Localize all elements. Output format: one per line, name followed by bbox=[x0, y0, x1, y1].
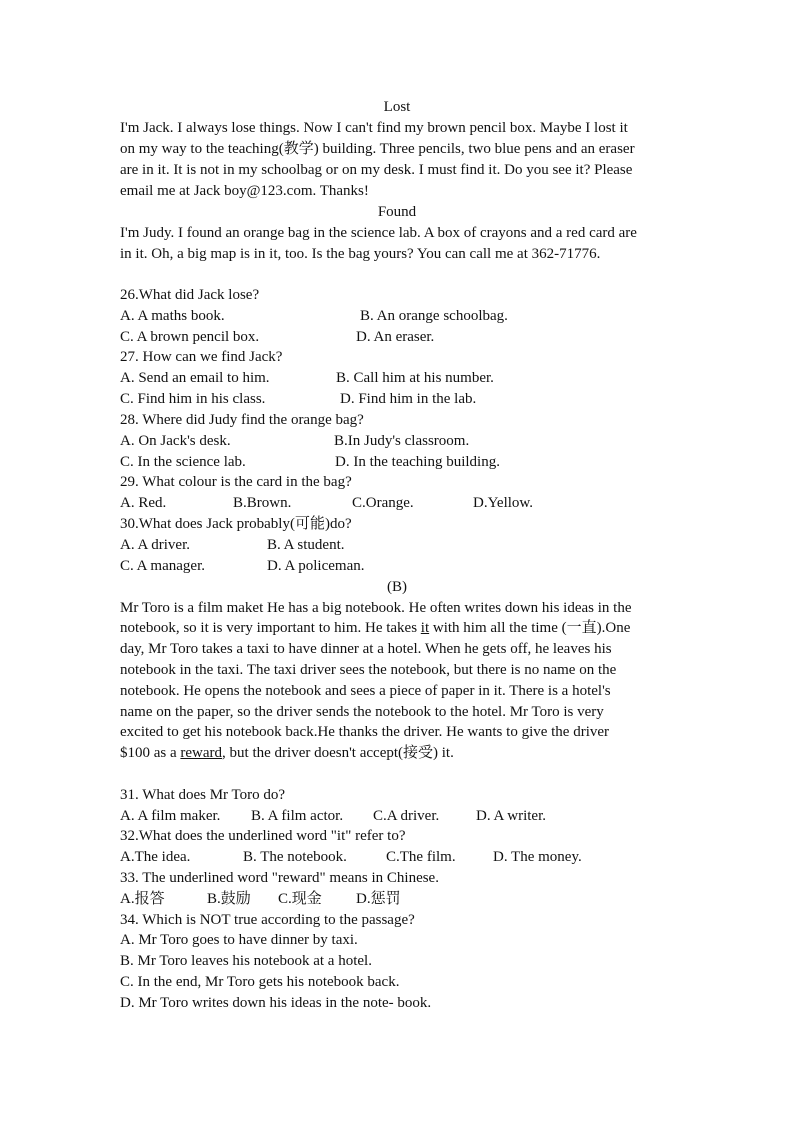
option: A. Red. bbox=[120, 495, 167, 511]
passage-text: with him all the time (一直).One bbox=[429, 620, 631, 636]
question-stem: 28. Where did Judy find the orange bag? bbox=[120, 412, 364, 428]
section-label: (B) bbox=[387, 579, 407, 595]
option: A. On Jack's desk. bbox=[120, 433, 231, 449]
option: C. A manager. bbox=[120, 558, 205, 574]
underlined-word-reward: reward bbox=[180, 745, 223, 761]
option: A.报答 bbox=[120, 891, 165, 907]
underlined-word-it: it bbox=[420, 620, 430, 636]
option: D. A writer. bbox=[476, 808, 546, 824]
option: D.惩罚 bbox=[356, 891, 401, 907]
option: C. Find him in his class. bbox=[120, 391, 266, 407]
option: B.In Judy's classroom. bbox=[334, 433, 470, 449]
question-stem: 29. What colour is the card in the bag? bbox=[120, 474, 352, 490]
option: A. A driver. bbox=[120, 537, 190, 553]
option: D. Find him in the lab. bbox=[340, 391, 477, 407]
question-stem: 31. What does Mr Toro do? bbox=[120, 787, 286, 803]
option: A. Send an email to him. bbox=[120, 370, 270, 386]
lost-line: email me at Jack boy@123.com. Thanks! bbox=[120, 183, 369, 199]
found-line: I'm Judy. I found an orange bag in the science lab. A box of crayons and a red card are bbox=[120, 225, 637, 241]
option: B. The notebook. bbox=[243, 849, 347, 865]
option: C. In the science lab. bbox=[120, 454, 246, 470]
passage-b-line bbox=[120, 618, 630, 638]
found-title: Found bbox=[377, 204, 417, 220]
option: D. In the teaching building. bbox=[335, 454, 500, 470]
question-stem: 33. The underlined word "reward" means in Chinese. bbox=[120, 870, 439, 886]
option: B. Mr Toro leaves his notebook at a hotel. bbox=[120, 953, 372, 969]
passage-text: notebook, so it is very important to him. He takes bbox=[120, 620, 421, 636]
option: A. A maths book. bbox=[120, 308, 225, 324]
option: B.鼓励 bbox=[207, 891, 251, 907]
option: C. In the end, Mr Toro gets his notebook back. bbox=[120, 974, 400, 990]
option: C.Orange. bbox=[352, 495, 414, 511]
passage-b-line: day, Mr Toro takes a taxi to have dinner at a hotel. When he gets off, he leaves his bbox=[120, 641, 612, 657]
option: B. A student. bbox=[267, 537, 345, 553]
passage-b-line: name on the paper, so the driver sends the notebook to the hotel. Mr Toro is very bbox=[120, 704, 604, 720]
passage-text: , but the driver doesn't accept(接受) it. bbox=[222, 745, 454, 761]
option: C. A brown pencil box. bbox=[120, 329, 260, 345]
option: D. Mr Toro writes down his ideas in the note- book. bbox=[120, 995, 432, 1011]
option: C.现金 bbox=[278, 891, 322, 907]
option: C.A driver. bbox=[373, 808, 440, 824]
question-stem: 30.What does Jack probably(可能)do? bbox=[120, 516, 352, 532]
lost-line: I'm Jack. I always lose things. Now I can't find my brown pencil box. Maybe I lost it bbox=[120, 120, 628, 136]
found-line: in it. Oh, a big map is in it, too. Is the bag yours? You can call me at 362-71776. bbox=[120, 246, 601, 262]
option: D.Yellow. bbox=[473, 495, 534, 511]
question-stem: 32.What does the underlined word "it" refer to? bbox=[120, 828, 406, 844]
option: C.The film. bbox=[386, 849, 456, 865]
passage-b-line: notebook. He opens the notebook and sees a piece of paper in it. There is a hotel's bbox=[120, 683, 611, 699]
question-stem: 27. How can we find Jack? bbox=[120, 349, 283, 365]
option: D. A policeman. bbox=[267, 558, 365, 574]
option: D. The money. bbox=[493, 849, 582, 865]
passage-text: $100 as a bbox=[120, 745, 181, 761]
passage-b-line: excited to get his notebook back.He thanks the driver. He wants to give the driver bbox=[120, 724, 610, 740]
option: A. Mr Toro goes to have dinner by taxi. bbox=[120, 932, 358, 948]
option: B. An orange schoolbag. bbox=[360, 308, 508, 324]
lost-line: on my way to the teaching(教学) building. Three pencils, two blue pens and an eraser bbox=[120, 141, 635, 157]
question-stem: 34. Which is NOT true according to the passage? bbox=[120, 912, 415, 928]
option: A. A film maker. bbox=[120, 808, 221, 824]
option: B. Call him at his number. bbox=[336, 370, 494, 386]
question-stem: 26.What did Jack lose? bbox=[120, 287, 260, 303]
option: A.The idea. bbox=[120, 849, 191, 865]
option: B.Brown. bbox=[233, 495, 292, 511]
lost-title: Lost bbox=[383, 99, 411, 115]
passage-b-line: notebook in the taxi. The taxi driver sees the notebook, but there is no name on the bbox=[120, 662, 617, 678]
option: D. An eraser. bbox=[356, 329, 435, 345]
lost-line: are in it. It is not in my schoolbag or on my desk. I must find it. Do you see it? Please bbox=[120, 162, 633, 178]
passage-b-line: Mr Toro is a film maket He has a big notebook. He often writes down his ideas in the bbox=[120, 600, 632, 616]
option: B. A film actor. bbox=[251, 808, 344, 824]
passage-b-line bbox=[120, 743, 454, 763]
